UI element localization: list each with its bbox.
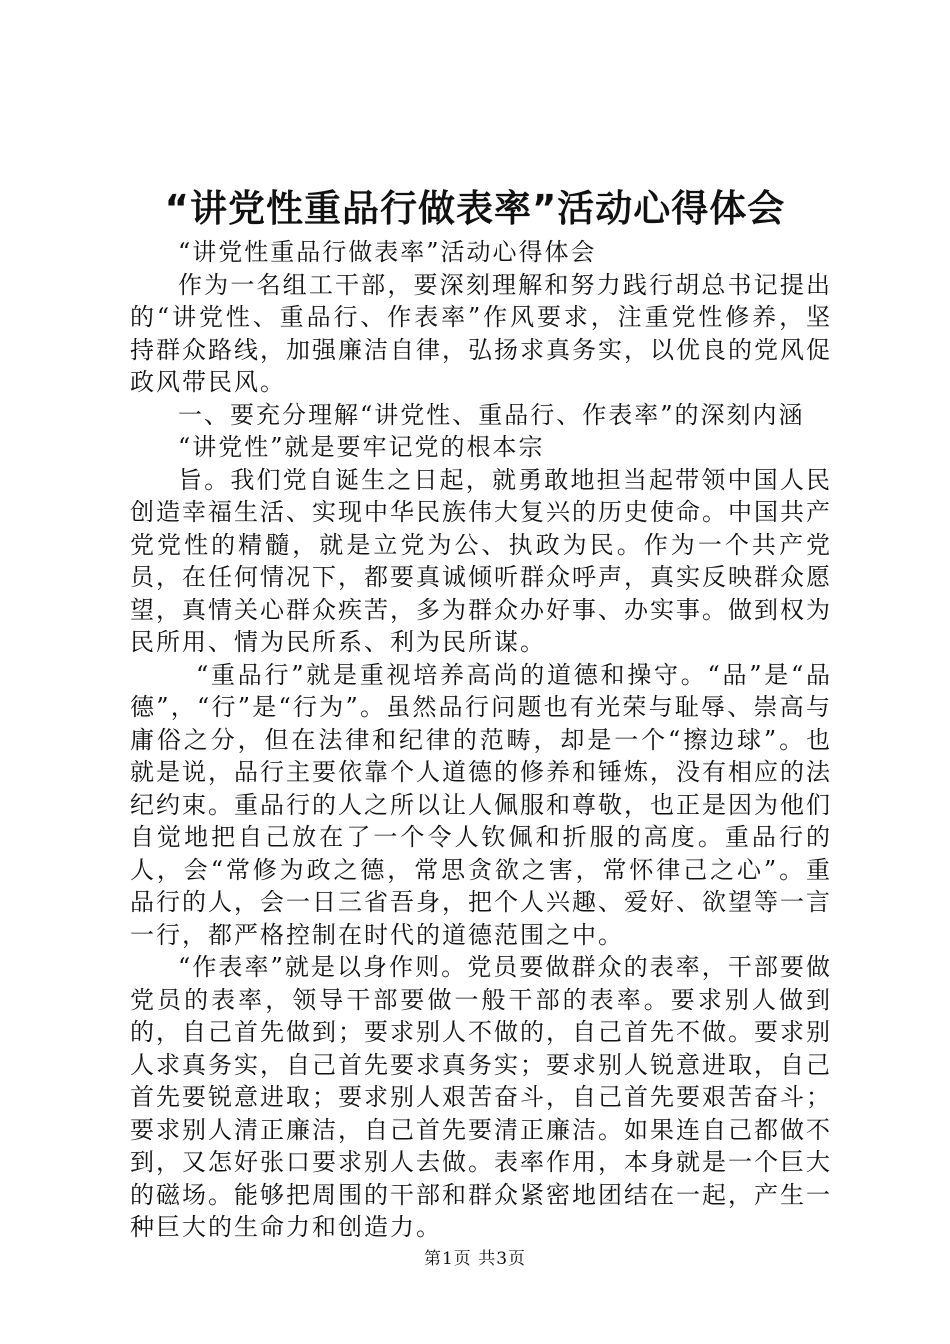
document-body: [130, 236, 832, 1244]
paragraph-moral-conduct: “重品行”就是重视培养高尚的道德和操守。“品”是“品德”，“行”是“行为”。虽然品行问题也有光荣与耻辱、崇高与庸俗之分，但在法律和纪律的范畴，却是一个“擦边球”。也就是说，品行主要依靠个人道德的修养和锤炼，没有相应的法纪约束。重品行的人之所以让人佩服和尊敬，也正是因为他们自觉地把自己放在了一个令人钦佩和折服的高度。重品行的人，会“常修为政之德，常思贪欲之害，常怀律己之心”。重品行的人，会一日三省吾身，把个人兴趣、爱好、欲望等一言一行，都严格控制在时代的道德范围之中。: [130, 660, 832, 949]
document-title: “讲党性重品行做表率”活动心得体会: [164, 187, 786, 230]
paragraph-party-spirit: 旨。我们党自诞生之日起，就勇敢地担当起带领中国人民创造幸福生活、实现中华民族伟大复兴的历史使命。中国共产党党性的精髓，就是立党为公、执政为民。作为一个共产党员，在任何情况下，都要真诚倾听群众呼声，真实反映群众愿望，真情关心群众疾苦，多为群众办好事、办实事。做到权为民所用、情为民所系、利为民所谋。: [130, 465, 832, 656]
paragraph-party-spirit-lead: “讲党性”就是要牢记党的根本宗: [178, 433, 545, 461]
paragraph-role-model: “作表率”就是以身作则。党员要做群众的表率，干部要做党员的表率，领导干部要做一般干部的表率。要求别人做到的，自己首先做到；要求别人不做的，自己首先不做。要求别人求真务实，自己首先要求真务实；要求别人锐意进取，自己首先要锐意进取；要求别人艰苦奋斗，自己首先要艰苦奋斗；要求别人清正廉洁，自己首先要清正廉洁。如果连自己都做不到，又怎好张口要求别人去做。表率作用，本身就是一个巨大的磁场。能够把周围的干部和群众紧密地团结在一起，产生一种巨大的生命力和创造力。: [130, 953, 832, 1241]
section-heading: 一、要充分理解“讲党性、重品行、作表率”的深刻内涵: [178, 400, 805, 429]
paragraph-intro: 作为一名组工干部，要深刻理解和努力践行胡总书记提出的“讲党性、重品行、作表率”作风要求，注重党性修养，坚持群众路线，加强廉洁自律，弘扬求真务实，以优良的党风促政风带民风。: [130, 270, 832, 396]
page-number: 第1页 共3页: [423, 1249, 527, 1269]
paragraph-subtitle: “讲党性重品行做表率”活动心得体会: [178, 238, 597, 266]
